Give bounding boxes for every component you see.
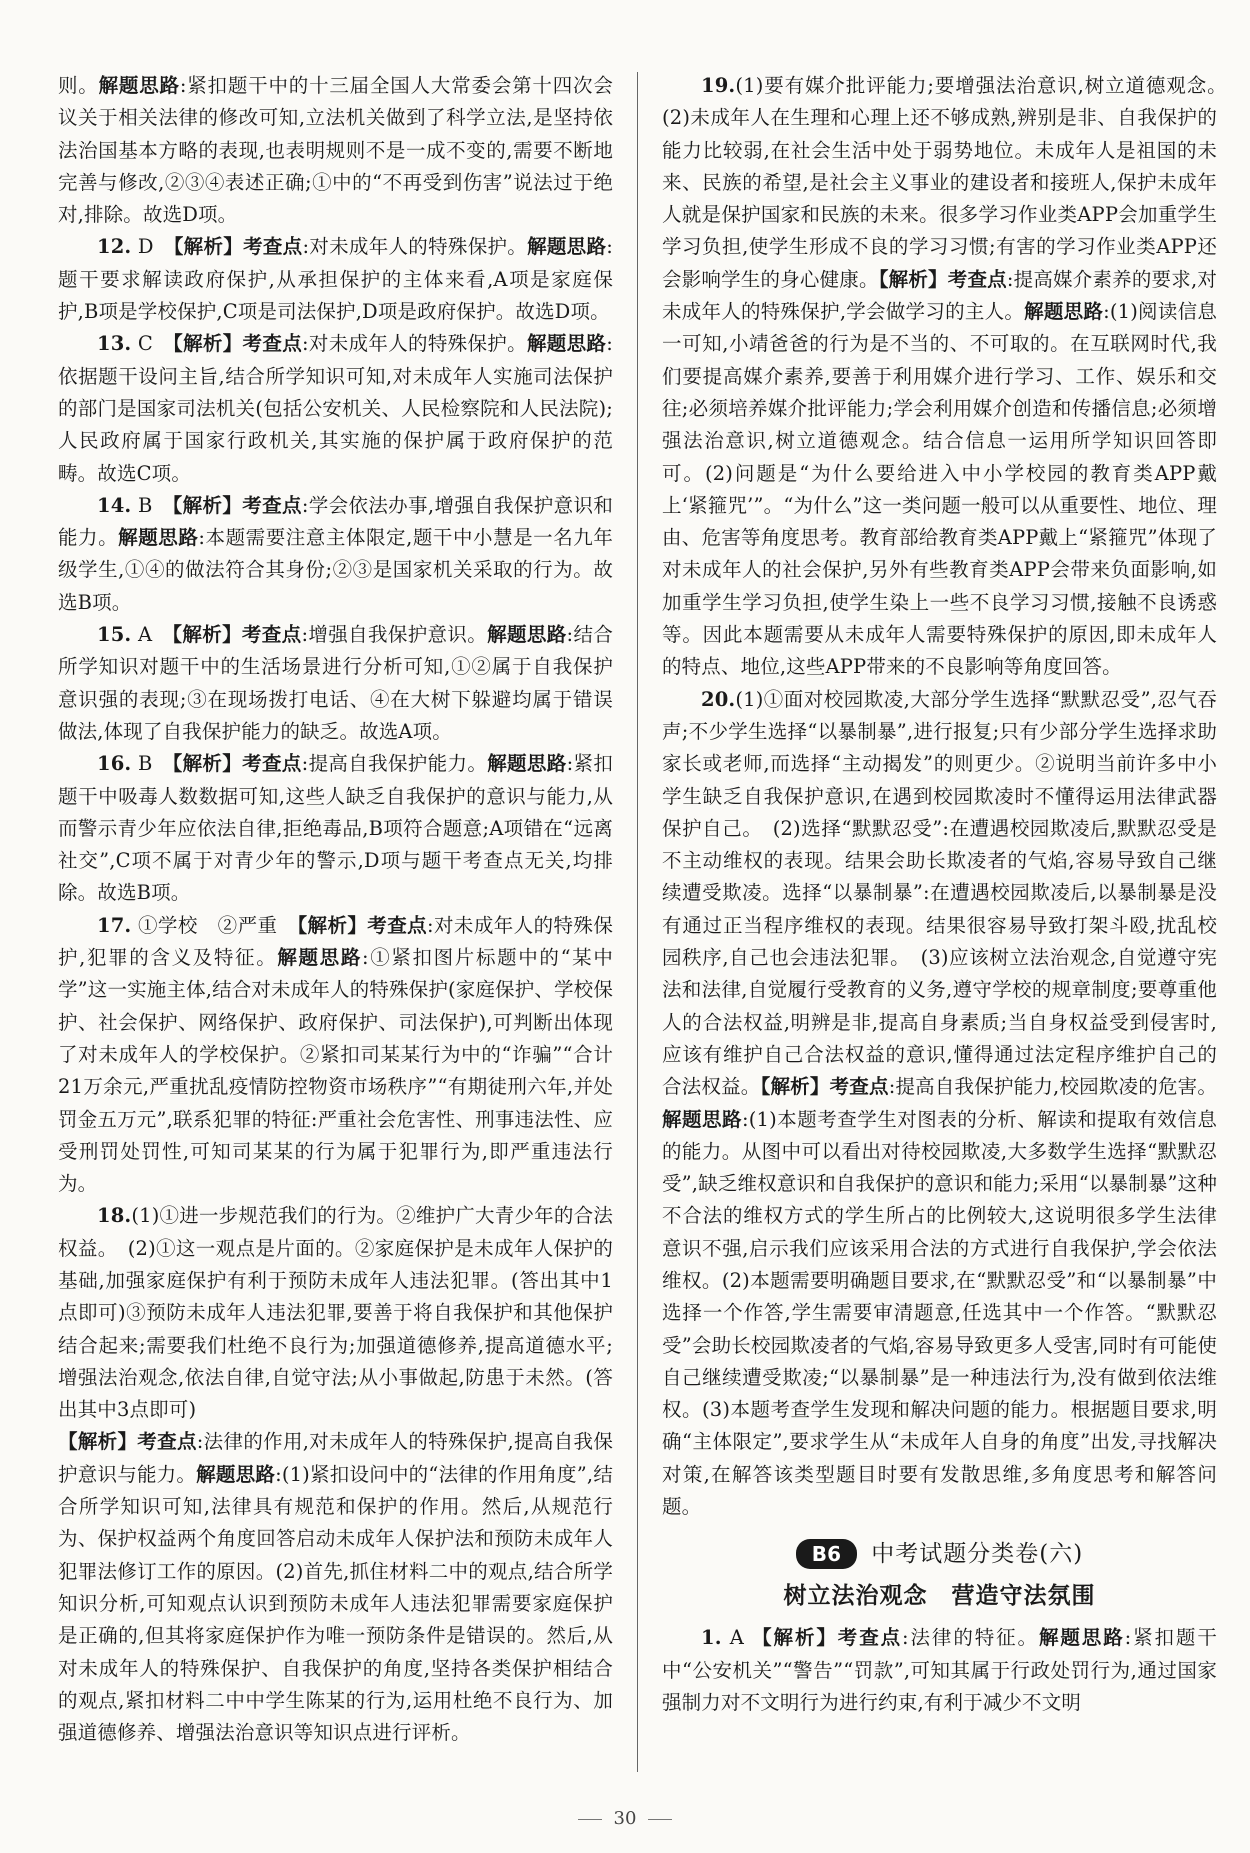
jtsl-text: :(1)本题考查学生对图表的分析、解读和提取有效信息的能力。从图中可以看出对待校园欺凌,大多数学生选择“默默忍受”,缺乏维权意识和自我保护的意识和能力;采用“以暴制暴”这种不合法的维权方式的学生所占的比例较大,这说明很多学生法律意识不强,启示我们应该采用合法的方式进行自我保护,学会依法维权。(2)本题需要明确题目要求,在“默默忍受”和“以暴制暴”中选择一个作答,学生需要审清题意,任选其中一个作答。“默默忍受”会助长校园欺凌者的气焰,容易导致更多人受害,同时有可能使自己继续遭受欺凌;“以暴制暴”是一种违法行为,没有做到依法维权。(3)本题考查学生发现和解决问题的能力。根据题目要求,明确“主体限定”,要求学生从“未成年人自身的角度”出发,寻找解决对策,在解答该类型题目时要有发散思维,多角度思考和解答问题。 [662, 1107, 1217, 1519]
jtsl-text: :(1)紧扣设问中的“法律的作用角度”,结合所学知识可知,法律具有规范和保护的作用。然后,从规范行为、保护权益两个角度回答启动未成年人保护法和预防未成年人犯罪法修订工作的原因。(2)首先,抓住材料二中的观点,结合所学知识分析,可知观点认识到预防未成年人违法犯罪需要家庭保护是正确的,但其将家庭保护作为唯一预防条件是错误的。然后,从对未成年人的特殊保护、自我保护的角度,坚持各类保护相结合的观点,紧扣材料二中中学生陈某的行为,运用杜绝不良行为、加强道德修养、增强法治意识等知识点进行评析。 [58, 1462, 613, 1745]
answer-item-18 [58, 1200, 613, 1426]
label-jiexi: 【解析】 [173, 332, 243, 356]
item-answer: ①学校 ②严重 [138, 913, 278, 937]
item-answer: (1)①面对校园欺凌,大部分学生选择“默默忍受”,忍气吞声;不少学生选择“以暴制暴”,进行报复;只有少部分学生选择求助家长或老师,而选择“主动揭发”的则更少。②说明当前许多中小学生缺乏自我保护意识,在遇到校园欺凌时不懂得运用法律武器保护自己。 (2)选择“默默忍受”:在遭遇校园欺凌后,默默忍受是不主动维权的表现。结果会助长欺凌者的气焰,容易导致自己继续遭受欺凌。选择“以暴制暴”:在遭遇校园欺凌后,以暴制暴是没有通过正当程序维权的表现。结果很容易导致打架斗殴,扰乱校园秩序,自己也会违法犯罪。 (3)应该树立法治观念,自觉遵守宪法和法律,自觉履行受教育的义务,遵守学校的规章制度;要尊重他人的合法权益,明辨是非,提高自身素质;当自身权益受到侵害时,应该有维护自己合法权益的意识,懂得通过法定程序维护自己的合法权益。 [662, 687, 1217, 1099]
footer-dash-right [648, 1819, 672, 1820]
label-jtsl: 解题思路 [98, 74, 180, 97]
kcd-text: :法律的特征。 [902, 1626, 1039, 1650]
item-number: 1. [701, 1626, 722, 1650]
jtsl-text: :结合所学知识对题干中的生活场景进行分析可知,①②属于自我保护意识强的表现;③在现场拨打电话、④在大树下躲避均属于错误做法,体现了自我保护能力的缺乏。故选A项。 [58, 623, 613, 743]
jtsl-text: :依据题干设问主旨,结合所学知识可知,对未成年人实施司法保护的部门是国家司法机关(包括公安机关、人民检察院和人民法院);人民政府属于国家行政机关,其实施的保护属于政府保护的范畴。故选C项。 [58, 332, 613, 485]
kcd-text: :增强自我保护意识。 [301, 623, 488, 647]
continuation-paragraph [58, 70, 613, 231]
answer-item [58, 328, 613, 489]
analysis-18 [58, 1426, 613, 1749]
item-answer: B [137, 493, 153, 517]
answer-item [58, 619, 613, 748]
answer-item-20 [662, 684, 1217, 1524]
label-jiexi: 【解析】 [297, 913, 368, 937]
label-jtsl: 解题思路 [1024, 300, 1104, 324]
item-number: 16. [97, 752, 132, 776]
kcd-text: :对未成年人的特殊保护。 [302, 235, 528, 259]
item-answer: (1)①进一步规范我们的行为。②维护广大青少年的合法权益。 (2)①这一观点是片面的。②家庭保护是未成年人保护的基础,加强家庭保护有利于预防未成年人违法犯罪。(答出其中1点即可)③预防未成年人违法犯罪,要善于将自我保护和其他保护结合起来;需要我们杜绝不良行为;加强道德修养,提高道德水平;增强法治观念,依法自律,自觉守法;从小事做起,防患于未然。(答出其中3点即可) [58, 1204, 613, 1422]
right-column [662, 70, 1237, 1719]
section-heading [662, 1535, 1217, 1572]
label-jiexi: 【解析】 [878, 267, 948, 291]
section-badge: B6 [796, 1539, 857, 1569]
item-answer: B [137, 752, 153, 776]
label-jtsl: 解题思路 [487, 623, 567, 647]
item-number: 18. [97, 1204, 132, 1228]
jtsl-text: :题干要求解读政府保护,从承担保护的主体来看,A项是家庭保护,B项是学校保护,C项是司法保护,D项是政府保护。故选D项。 [58, 235, 613, 324]
jtsl-text: :①紧扣图片标题中的“某中学”这一实施主体,结合对未成年人的特殊保护(家庭保护、学校保护、社会保护、网络保护、政府保护、司法保护),可判断出体现了对未成年人的学校保护。②紧扣司某某行为中的“诈骗”“合计21万余元,严重扰乱疫情防控物资市场秩序”“有期徒刑六年,并处罚金五万元”,联系犯罪的特征:严重社会危害性、刑事违法性、应受刑罚处罚性,可知司某某的行为属于犯罪行为,即严重违法行为。 [58, 946, 613, 1196]
item-answer: D [137, 235, 154, 259]
label-jiexi: 【解析】 [173, 235, 244, 259]
item-answer: C [137, 332, 153, 356]
kcd-text: :对未成年人的特殊保护,犯罪的含义及特征。 [58, 913, 613, 970]
item-number: 13. [97, 332, 132, 356]
left-column [58, 70, 613, 1749]
left-items [58, 231, 613, 1200]
item-answer: A [729, 1626, 745, 1650]
answer-item [58, 231, 613, 328]
footer-dash-left [578, 1819, 602, 1820]
kcd-text: :提高自我保护能力。 [301, 752, 488, 776]
label-kcd: 考查点 [242, 752, 302, 776]
item-number: 19. [701, 74, 736, 97]
label-kcd: 考查点 [947, 267, 1007, 291]
answer-item [58, 490, 613, 619]
kcd-text: :提高自我保护能力,校园欺凌的危害。 [888, 1075, 1218, 1099]
item-answer: (1)要有媒介批评能力;要增强法治意识,树立道德观念。 (2)未成年人在生理和心理上还不够成熟,辨别是非、自我保护的能力比较弱,在社会生活中处于弱势地位。未成年人是祖国的未来、民族的希望,是社会主义事业的建设者和接班人,保护未成年人就是保护国家和民族的未来。很多学习作业类APP会加重学生学习负担,使学生形成不良的学习习惯;有害的学习作业类APP还会影响学生的身心健康。 [662, 74, 1237, 291]
label-kcd: 考查点 [137, 1430, 197, 1454]
label-jtsl: 解题思路 [487, 752, 567, 776]
answer-item [58, 748, 613, 909]
label-jtsl: 解题思路 [118, 526, 199, 550]
jtsl-text: :紧扣题干中吸毒人数数据可知,这些人缺乏自我保护的意识与能力,从而警示青少年应依法自律,拒绝毒品,B项符合题意;A项错在“远离社交”,C项不属于对青少年的警示,D项与题干考查点无关,均排除。故选B项。 [58, 752, 613, 905]
label-kcd: 考查点 [241, 623, 302, 647]
jtsl-text: :紧扣题干中“公安机关”“警告”“罚款”,可知其属于行政处罚行为,通过国家强制力对不文明行为进行约束,有利于减少不文明 [662, 1626, 1217, 1714]
kcd-text: :法律的作用,对未成年人的特殊保护,提高自我保护意识与能力。 [58, 1430, 614, 1486]
label-kcd: 考查点 [243, 235, 303, 259]
kcd-text: :对未成年人的特殊保护。 [302, 332, 527, 356]
jtsl-text: :本题需要注意主体限定,题干中小慧是一名九年级学生,①④的做法符合其身份;②③是国家机关采取的行为。故选B项。 [58, 526, 613, 614]
answer-item-19 [662, 70, 1237, 684]
answer-item [58, 910, 613, 1201]
label-jtsl: 解题思路 [526, 332, 607, 356]
label-jiexi: 【解析】 [172, 752, 243, 776]
label-jtsl: 解题思路 [662, 1107, 743, 1131]
item-number: 14. [97, 493, 132, 517]
label-jtsl: 解题思路 [527, 235, 607, 259]
label-kcd: 考查点 [242, 332, 303, 356]
item-number: 12. [97, 235, 132, 259]
item-answer: A [137, 623, 153, 647]
jtsl-text: :(1)阅读信息一可知,小靖爸爸的行为是不当的、不可取的。在互联网时代,我们要提高媒介素养,要善于利用媒介进行学习、工作、娱乐和交往;必须培养媒介批评能力;学会利用媒介创造和传播信息;必须增强法治意识,树立道德观念。结合信息一运用所学知识回答即可。(2)问题是“为什么要给进入中小学校园的教育类APP戴上‘紧箍咒’”。“为什么”这一类问题一般可以从重要性、地位、理由、危害等角度思考。教育部给教育类APP戴上“紧箍咒”体现了对未成年人的社会保护,另外有些教育类APP会带来负面影响,如加重学生学习负担,使学生染上一些不良学习习惯,接触不良诱惑等。因此本题需要从未成年人需要特殊保护的原因,即未成年人的特点、地位,这些APP带来的不良影响等角度回答。 [662, 300, 1217, 679]
section-title: 中考试题分类卷(六) [871, 1541, 1084, 1568]
item-number: 15. [97, 623, 132, 647]
label-jiexi: 【解析】 [760, 1075, 830, 1099]
label-kcd: 考查点 [242, 493, 302, 517]
kcd-text: :提高媒介素养的要求,对未成年人的特殊保护,学会做学习的主人。 [662, 267, 1217, 324]
section-subtitle: 树立法治观念 营造守法氛围 [783, 1582, 1096, 1610]
label-kcd: 考查点 [837, 1626, 903, 1650]
item-number: 20. [701, 687, 736, 711]
kcd-text: :学会依法办事,增强自我保护意识和能力。 [58, 493, 613, 550]
label-kcd: 考查点 [367, 913, 428, 937]
column-divider [637, 72, 638, 1772]
label-jiexi: 【解析】 [172, 493, 243, 517]
item-number: 17. [97, 913, 132, 937]
continuation-text: 则。 [58, 74, 99, 97]
label-jtsl: 解题思路 [1038, 1626, 1125, 1650]
label-jiexi: 【解析】 [172, 623, 242, 647]
label-kcd: 考查点 [829, 1075, 889, 1099]
label-jiexi: 【解析】 [58, 1430, 138, 1454]
page-number: 30 [613, 1808, 637, 1829]
answer-item-1 [662, 1622, 1217, 1719]
continuation-tail: :紧扣题干中的十三届全国人大常委会第十四次会议关于相关法律的修改可知,立法机关做到了科学立法,是坚持依法治国基本方略的表现,也表明规则不是一成不变的,需要不断地完善与修改,②③④表述正确;①中的“不再受到伤害”说法过于绝对,排除。故选D项。 [58, 74, 613, 227]
label-jiexi: 【解析】 [752, 1626, 838, 1650]
page-footer [0, 1808, 1250, 1829]
label-jtsl: 解题思路 [277, 946, 362, 970]
label-jtsl: 解题思路 [196, 1462, 276, 1486]
